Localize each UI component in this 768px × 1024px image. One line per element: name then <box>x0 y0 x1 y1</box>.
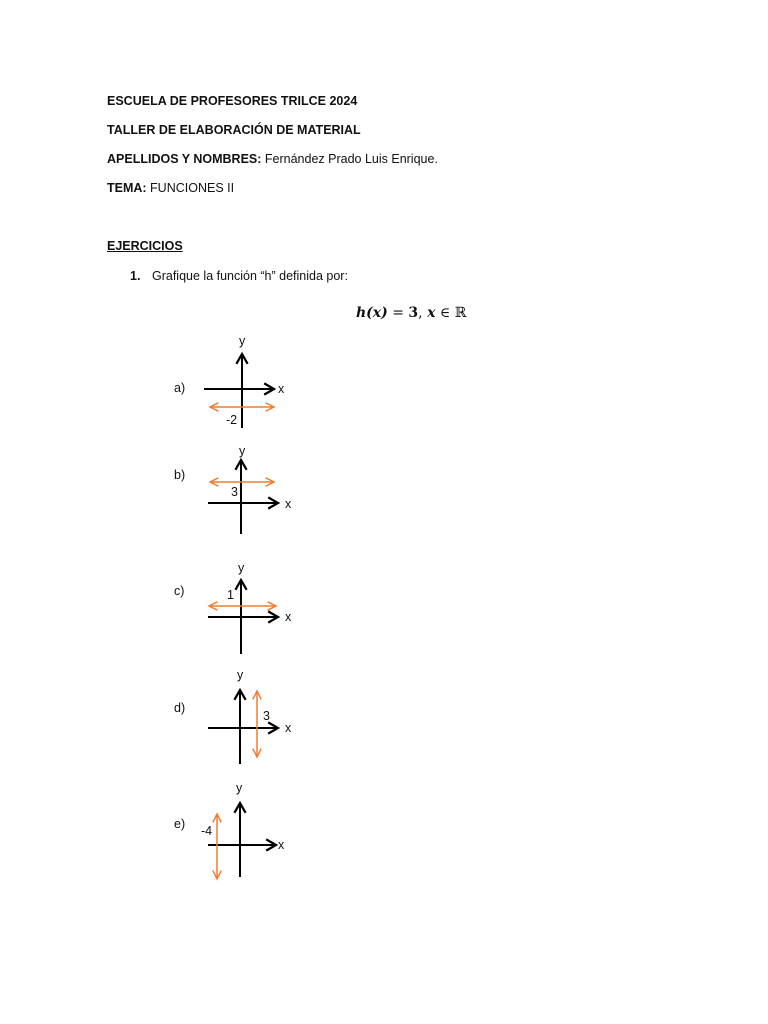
question-text: Grafique la función “h” definida por: <box>152 269 348 283</box>
graph-e-x-label: x <box>278 838 285 852</box>
graph-a <box>204 334 285 428</box>
graph-e-y-label: y <box>236 781 243 795</box>
graph-a-value-label: -2 <box>226 413 238 427</box>
option-b-label: b) <box>174 468 186 482</box>
graph-e-value-label: -4 <box>201 824 213 838</box>
graph-c-x-label: x <box>285 610 292 624</box>
graph-d <box>208 668 292 764</box>
graph-a-y-label: y <box>239 334 246 348</box>
graph-c <box>208 561 292 654</box>
graph-d-y-label: y <box>237 668 244 682</box>
option-a-label: a) <box>174 381 186 395</box>
graph-b-y-label: y <box>239 444 246 458</box>
names-label: APELLIDOS Y NOMBRES: <box>107 152 262 166</box>
graph-e <box>201 781 285 879</box>
option-d-label: d) <box>174 701 186 715</box>
graph-b-x-label: x <box>285 497 292 511</box>
graph-c-value-label: 1 <box>227 588 234 602</box>
topic-label: TEMA: <box>107 181 147 195</box>
option-e-label: e) <box>174 817 186 831</box>
school-heading: ESCUELA DE PROFESORES TRILCE 2024 <box>107 94 358 108</box>
graph-c-y-label: y <box>238 561 245 575</box>
question-number: 1. <box>130 269 141 283</box>
topic-value: FUNCIONES II <box>146 181 235 195</box>
function-formula: h(x) = 3, x ∈ ℝ <box>356 305 467 321</box>
graph-a-x-label: x <box>278 382 285 396</box>
graph-b-value-label: 3 <box>231 485 238 499</box>
option-c-label: c) <box>174 584 185 598</box>
graph-d-x-label: x <box>285 721 292 735</box>
graph-d-value-label: 3 <box>263 709 270 723</box>
names-value: Fernández Prado Luis Enrique. <box>261 152 438 166</box>
section-title: EJERCICIOS <box>107 239 183 253</box>
graph-b <box>208 444 292 534</box>
workshop-heading: TALLER DE ELABORACIÓN DE MATERIAL <box>107 123 361 137</box>
